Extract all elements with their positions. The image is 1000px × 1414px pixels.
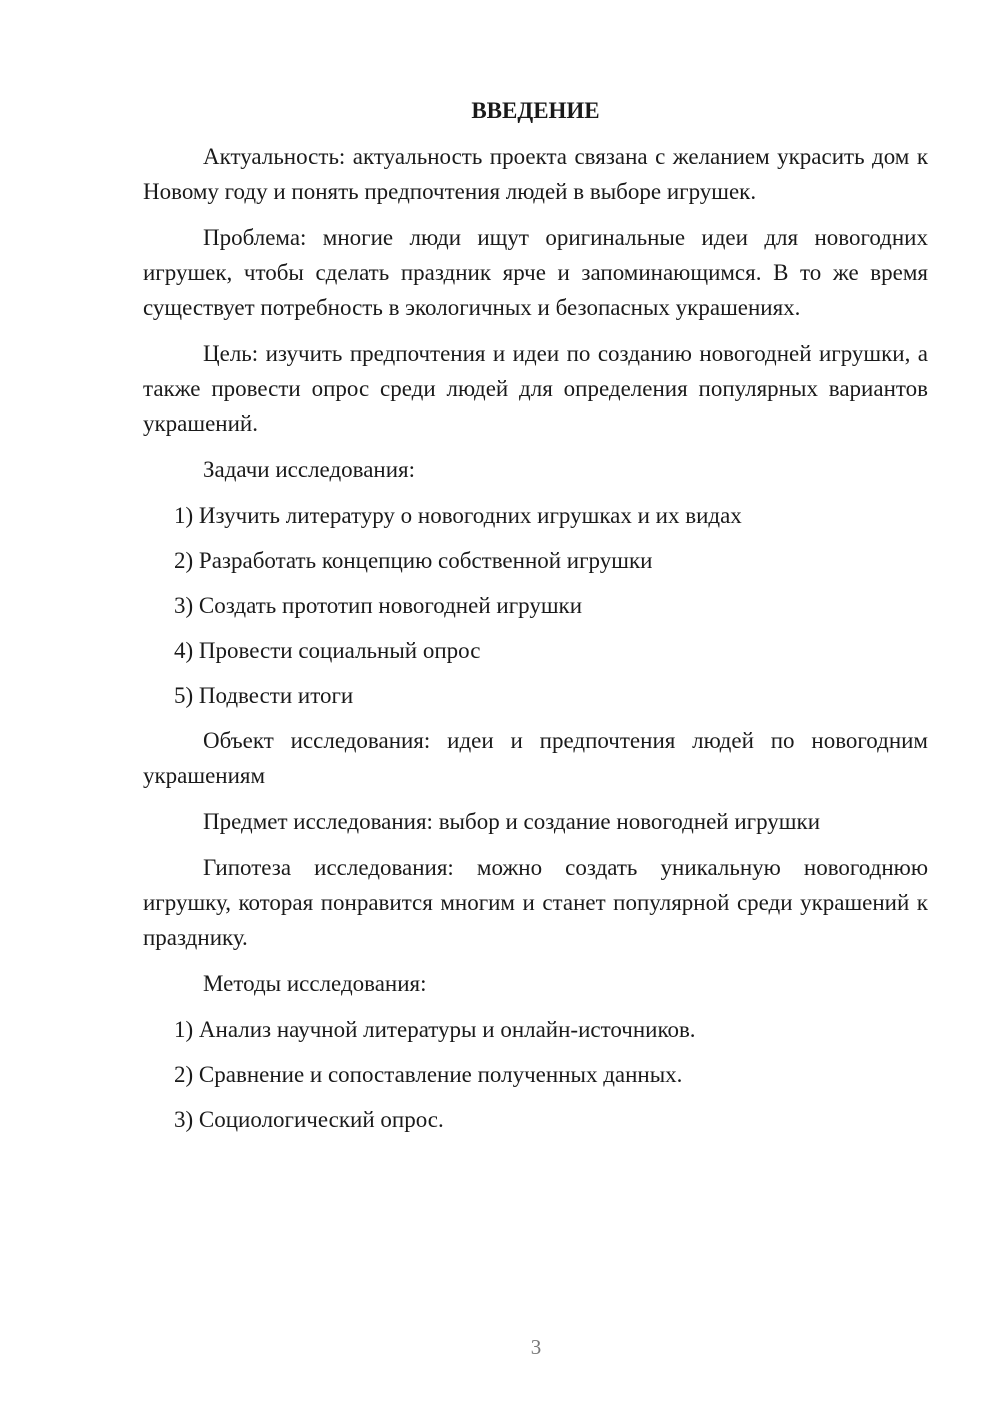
subject-paragraph: Предмет исследования: выбор и создание новогодней игрушки [203,809,821,834]
document-body [143,93,928,1147]
method-item: 3) Социологический опрос. [174,1107,444,1132]
tasks-heading: Задачи исследования: [203,457,416,482]
method-item: 2) Сравнение и сопоставление полученных данных. [174,1062,683,1087]
task-item: 5) Подвести итоги [174,683,354,708]
task-item: 4) Провести социальный опрос [174,638,481,663]
object-paragraph: Объект исследования: идеи и предпочтения людей по новогодним украшениям [143,728,928,788]
page-number: 3 [530,1335,542,1359]
hypothesis-paragraph: Гипотеза исследования: можно создать уникальную новогоднюю игрушку, которая понравится многим и станет популярной среди украшений к празднику. [143,855,928,950]
task-item: 2) Разработать концепцию собственной игрушки [174,548,653,573]
methods-heading: Методы исследования: [203,971,427,996]
task-item: 1) Изучить литературу о новогодних игрушках и их видах [174,503,742,528]
section-title: ВВЕДЕНИЕ [471,98,600,123]
goal-paragraph: Цель: изучить предпочтения и идеи по созданию новогодней игрушки, а также провести опрос среди людей для определения популярных вариантов украшений. [143,341,928,436]
task-item: 3) Создать прототип новогодней игрушки [174,593,583,618]
method-item: 1) Анализ научной литературы и онлайн-источников. [174,1017,696,1042]
problem-paragraph: Проблема: многие люди ищут оригинальные идеи для новогодних игрушек, чтобы сделать праздник ярче и запоминающимся. В то же время существует потребность в экологичных и безопасных украшениях. [143,225,928,320]
relevance-paragraph: Актуальность: актуальность проекта связана с желанием украсить дом к Новому году и понять предпочтения людей в выборе игрушек. [143,144,928,204]
